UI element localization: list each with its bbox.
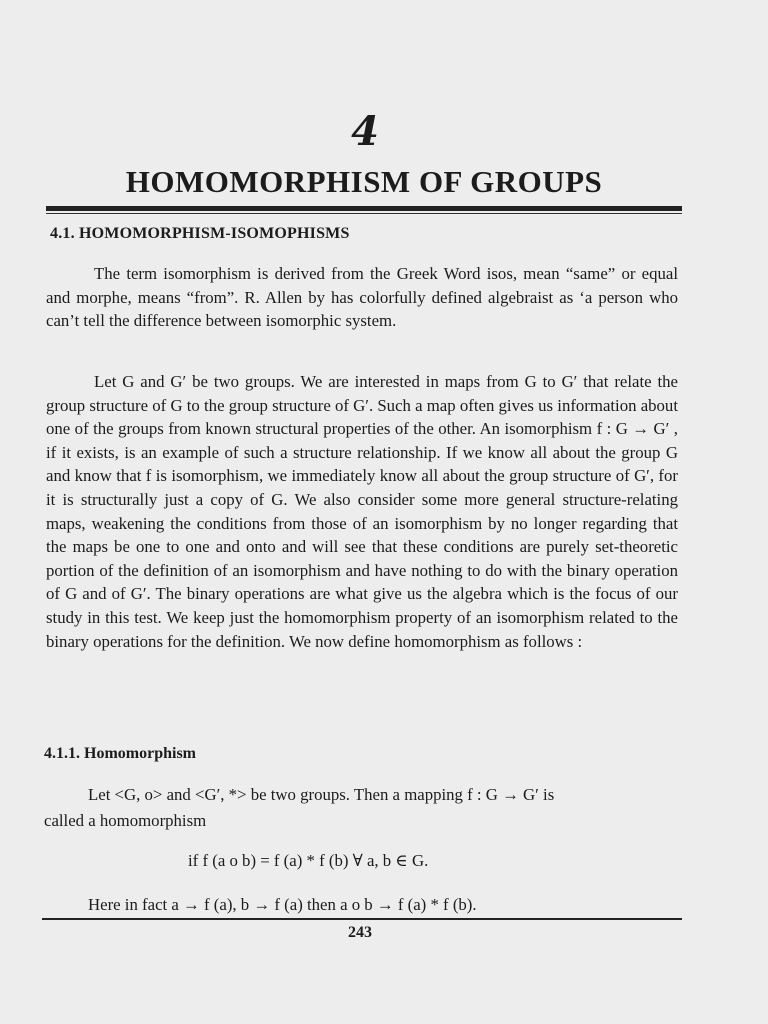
chapter-number: 4 (351, 108, 377, 155)
page-number: 243 (348, 924, 372, 941)
footer-rule (42, 918, 682, 920)
homomorphism-formula: if f (a o b) = f (a) * f (b) ∀ a, b ∈ G. (188, 851, 429, 870)
paragraph-maps: Let G and G′ be two groups. We are interested in maps from G to G′ that relate the group structure of G to the group structure of G′. Such a map often gives us information about one of the groups from known structural properties of the other. An isomorphism f : G → G′ , if it exists, is an example of such a structure relationship. If we know all about the group G and know that f is isomorphism, we immediately know all about the group structure of G′, for it is structurally just a copy of G. We also consider some more general structure-relating maps, weakening the conditions from those of an isomorphism by no longer regarding that the maps be one to one and onto and will see that these conditions are purely set-theoretic portion of the definition of an isomorphism and have nothing to do with the binary operation of G and of G′. The binary operations are what give us the algebra which is the focus of our study in this test. We keep just the homomorphism property of an isomorphism related to the binary operations for the definition. We now define homomorphism as follows : (46, 372, 678, 651)
definition-line: Let <G, o> and <G′, *> be two groups. Then a mapping f : G → G′ is (88, 785, 555, 804)
chapter-title: HOMOMORPHISM OF GROUPS (125, 164, 603, 199)
title-rule-thick (46, 206, 682, 211)
definition-line-continued: called a homomorphism (44, 811, 207, 830)
title-rule-thin (46, 213, 682, 214)
mapping-fact: Here in fact a → f (a), b → f (a) then a o b → f (a) * f (b). (88, 895, 477, 914)
section-heading: 4.1. HOMOMORPHISM-ISOMOPHISMS (50, 225, 350, 242)
subsection-heading: 4.1.1. Homomorphism (44, 745, 196, 762)
paragraph-intro: The term isomorphism is derived from the Greek Word isos, mean “same” or equal and morphe, means “from”. R. Allen by has colorfully defined algebraist as ‘a person who can’t tell the difference between isomorphic system. (46, 264, 678, 331)
